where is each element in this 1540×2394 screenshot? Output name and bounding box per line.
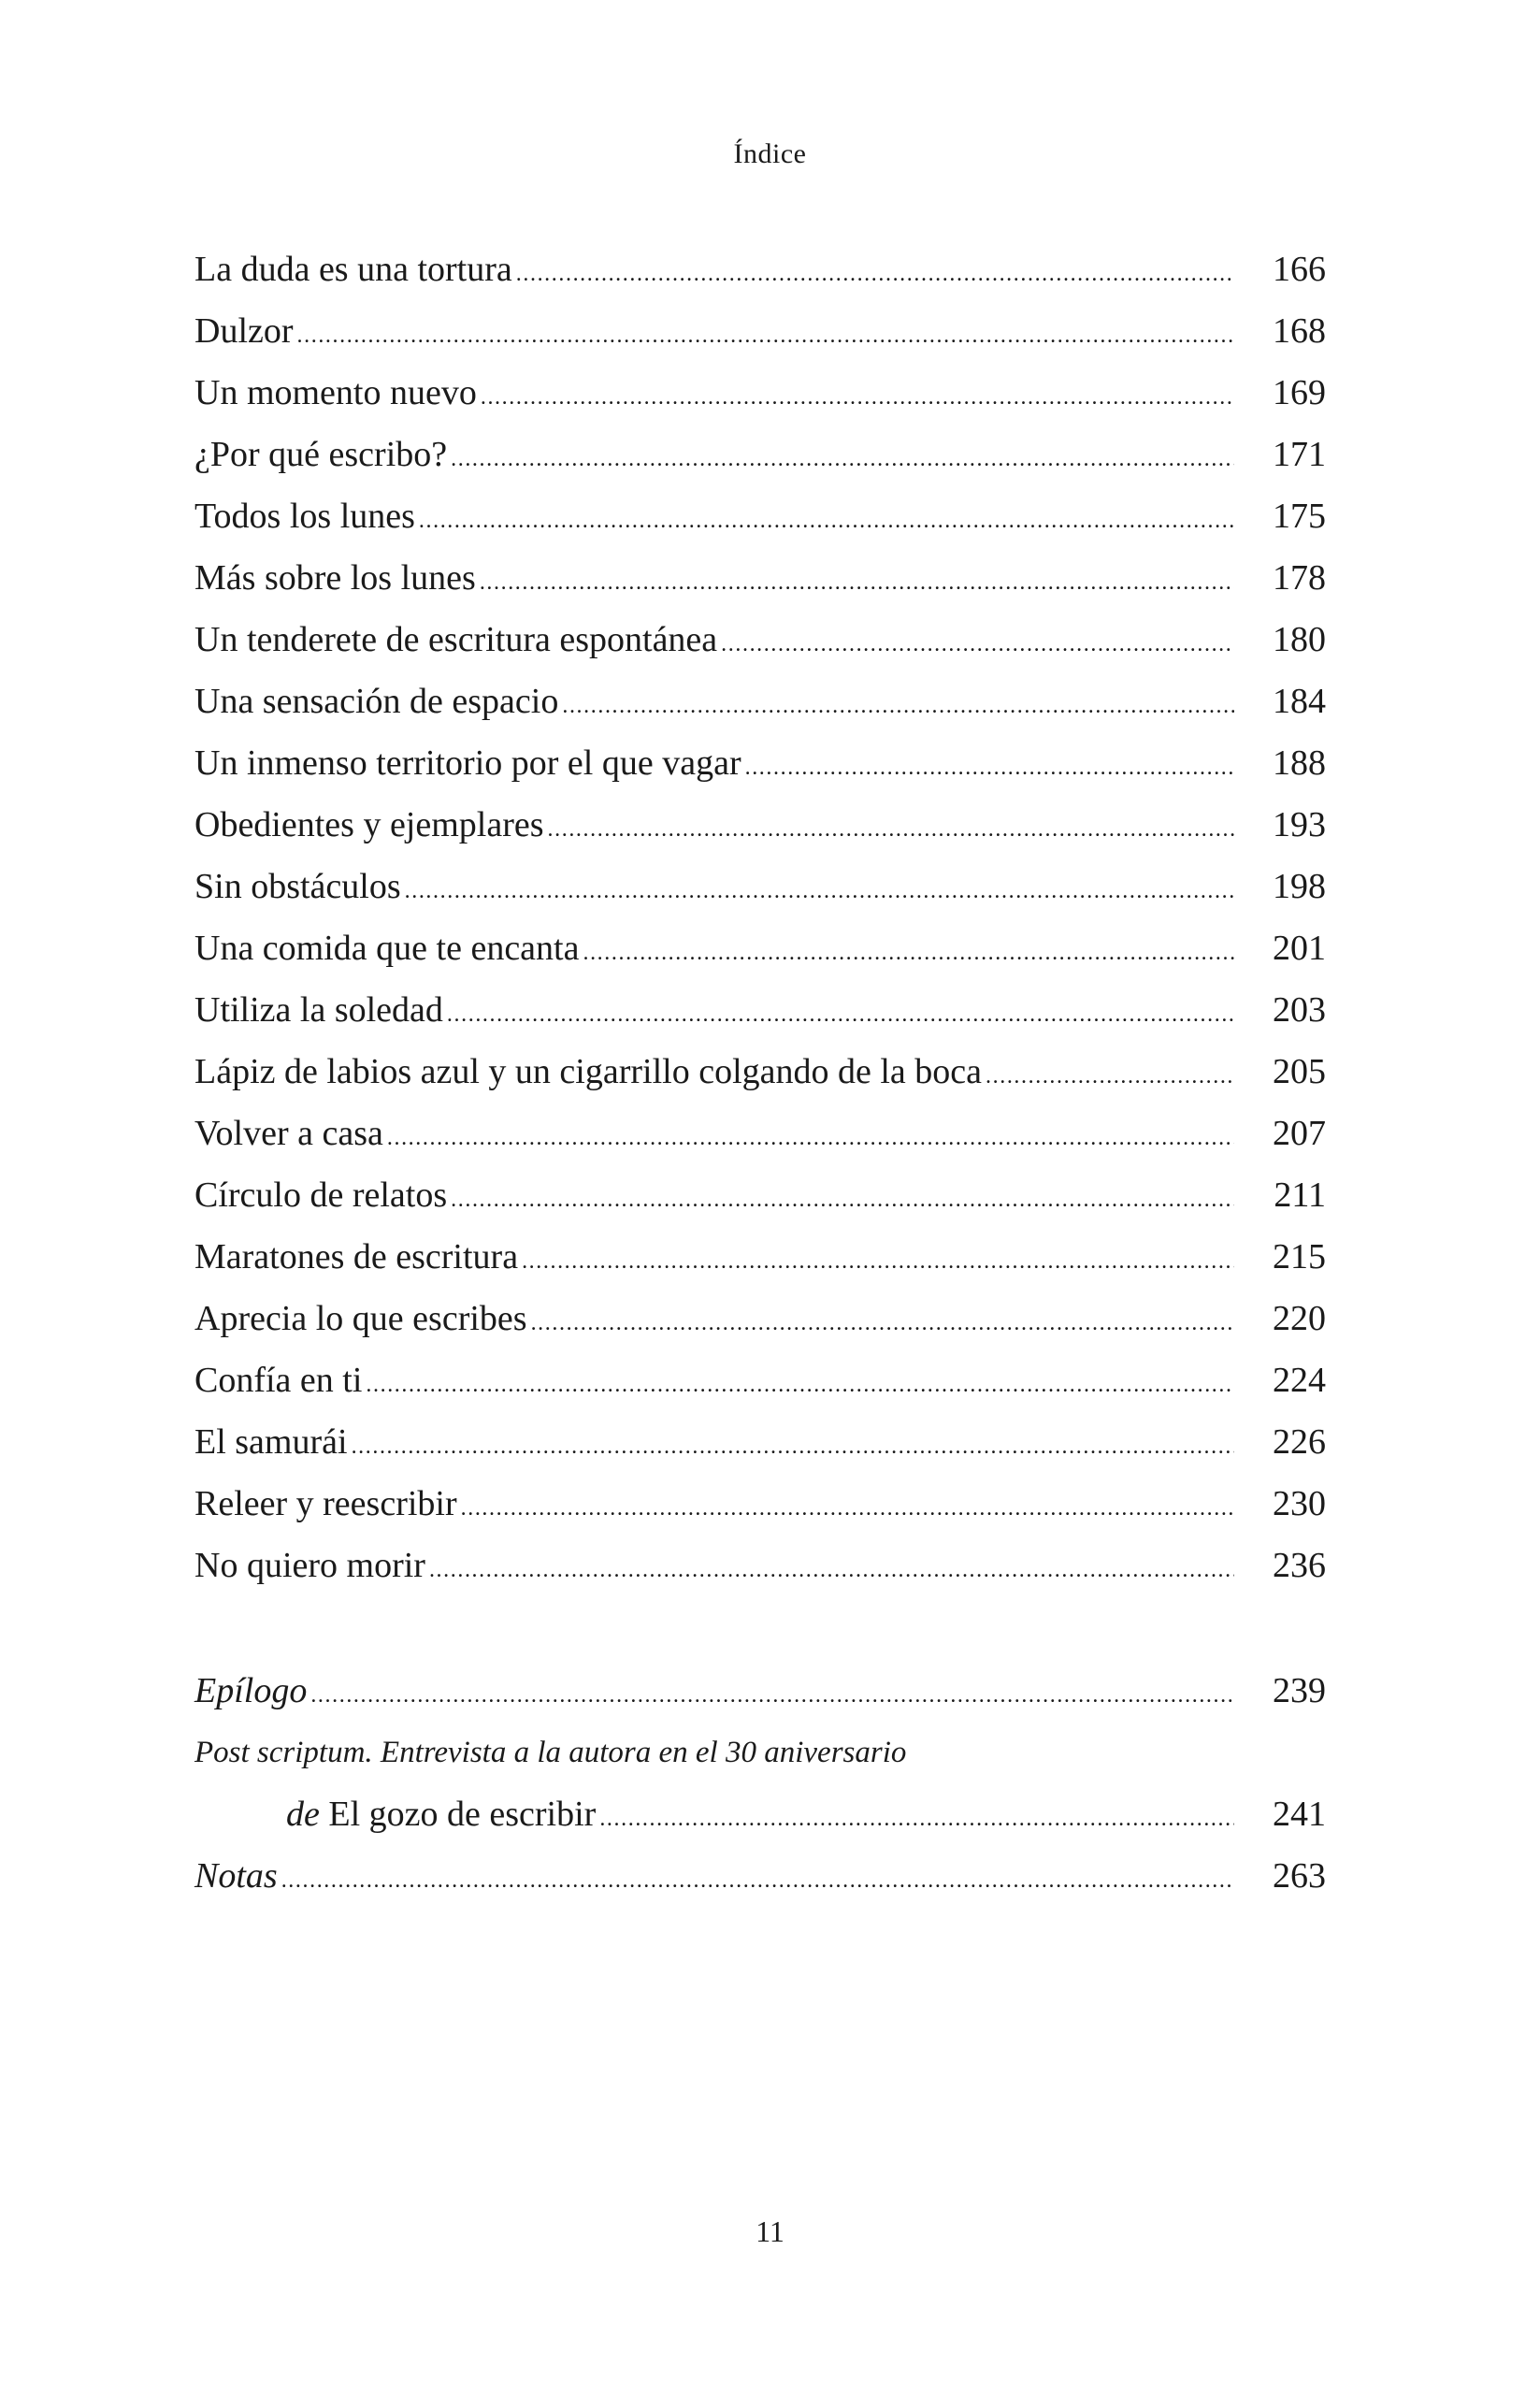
- toc-entry-page: 220: [1273, 1299, 1326, 1338]
- toc-entry-title: Utiliza la soledad: [194, 990, 443, 1030]
- toc-entry-title: Más sobre los lunes: [194, 558, 476, 598]
- toc-entry-title: No quiero morir: [194, 1546, 425, 1585]
- toc-entry-page: 205: [1273, 1052, 1326, 1091]
- toc-entry: [194, 979, 1326, 1041]
- toc-entry-page: 224: [1273, 1361, 1326, 1400]
- toc-entry: [194, 1288, 1326, 1349]
- dot-leader: [721, 613, 1234, 675]
- toc-entry: [194, 1041, 1326, 1103]
- dot-leader: [451, 428, 1234, 490]
- dot-leader: [310, 1665, 1234, 1726]
- toc-entry-page: 226: [1273, 1422, 1326, 1462]
- toc-entry-title: Una comida que te encanta: [194, 929, 580, 968]
- toc-entry-title: Notas: [194, 1856, 278, 1896]
- toc-entry-title: La duda es una tortura: [194, 250, 512, 289]
- dot-leader: [522, 1231, 1234, 1292]
- toc-entry-page: 169: [1273, 373, 1326, 412]
- toc-entry-page: 175: [1273, 497, 1326, 536]
- toc-entry-title: Obedientes y ejemplares: [194, 805, 544, 844]
- toc-entry-page: 201: [1273, 929, 1326, 968]
- toc-entry: [194, 362, 1326, 424]
- toc-entry-page: 168: [1273, 311, 1326, 351]
- dot-leader: [461, 1478, 1234, 1539]
- toc-entry-title: Confía en ti: [194, 1361, 363, 1400]
- toc-entry-title: Un inmenso territorio por el que vagar: [194, 743, 741, 783]
- dot-leader: [419, 490, 1234, 552]
- toc-entry: [194, 856, 1326, 917]
- toc-entry: [194, 547, 1326, 609]
- dot-leader: [366, 1354, 1234, 1416]
- toc-entry: [194, 671, 1326, 732]
- toc-entry: [194, 1226, 1326, 1288]
- toc-entry-page: 211: [1274, 1175, 1326, 1215]
- dot-leader: [583, 922, 1234, 984]
- toc-entry-title: Volver a casa: [194, 1114, 383, 1153]
- postscript-book-title: El gozo de escribir: [328, 1795, 597, 1834]
- toc-entry-page: 193: [1273, 805, 1326, 844]
- page-number: 11: [756, 2214, 784, 2248]
- dot-leader: [481, 367, 1234, 428]
- dot-leader: [281, 1850, 1234, 1911]
- toc-entry-title: [286, 1783, 596, 1845]
- toc-entry-postscript-line1: [194, 1722, 1326, 1783]
- toc-entry-title: Todos los lunes: [194, 497, 415, 536]
- toc-entry: [194, 485, 1326, 547]
- toc-entry: [194, 1535, 1326, 1596]
- toc-entry: [194, 1473, 1326, 1535]
- dot-leader: [548, 799, 1234, 860]
- running-title: Índice: [733, 138, 807, 169]
- toc-entry-title: Círculo de relatos: [194, 1175, 448, 1215]
- toc-entry: [194, 732, 1326, 794]
- toc-entry-notes: [194, 1845, 1326, 1907]
- dot-leader: [352, 1416, 1234, 1478]
- toc-entry: [194, 1349, 1326, 1411]
- dot-leader: [516, 243, 1234, 305]
- toc-entry-page: 166: [1273, 250, 1326, 289]
- toc-entry-title: Dulzor: [194, 311, 294, 351]
- toc-entry-page: 203: [1273, 990, 1326, 1030]
- toc-entry: [194, 1103, 1326, 1164]
- postscript-prefix: de: [286, 1795, 320, 1834]
- toc-entry-page: 263: [1273, 1856, 1326, 1896]
- toc-entry-title: Epílogo: [194, 1671, 308, 1710]
- dot-leader: [480, 552, 1234, 613]
- toc-entry-title: Lápiz de labios azul y un cigarrillo colgando de la boca: [194, 1052, 983, 1091]
- dot-leader: [451, 1169, 1234, 1231]
- toc-entry-title: Maratones de escritura: [194, 1237, 519, 1276]
- toc-entry-title: Un momento nuevo: [194, 373, 477, 412]
- toc-entry-page: 207: [1273, 1114, 1326, 1153]
- dot-leader: [405, 860, 1234, 922]
- toc-entry-page: 230: [1273, 1484, 1326, 1523]
- toc-entry-title: ¿Por qué escribo?: [194, 435, 448, 474]
- dot-leader: [447, 984, 1234, 1046]
- toc-entry-page: 239: [1273, 1671, 1326, 1710]
- toc-entry-page: 241: [1273, 1795, 1326, 1834]
- toc-entry: [194, 238, 1326, 300]
- toc-entry: [194, 917, 1326, 979]
- toc-entry-page: 198: [1273, 867, 1326, 906]
- toc-entry-title: El samurái: [194, 1422, 348, 1462]
- dot-leader: [297, 305, 1234, 367]
- toc-entry-title: Un tenderete de escritura espontánea: [194, 620, 718, 659]
- dot-leader: [387, 1107, 1234, 1169]
- toc-entry: [194, 300, 1326, 362]
- toc-entry-title: Aprecia lo que escribes: [194, 1299, 527, 1338]
- toc-entry-title: Una sensación de espacio: [194, 682, 559, 721]
- toc-entry-title: Post scriptum. Entrevista a la autora en el 30 aniversario: [194, 1736, 907, 1769]
- toc-entry: [194, 1411, 1326, 1473]
- toc-entry-epilogue: [194, 1660, 1326, 1722]
- dot-leader: [745, 737, 1234, 799]
- toc-entry-page: 184: [1273, 682, 1326, 721]
- toc-entry-page: 171: [1273, 435, 1326, 474]
- dot-leader: [429, 1539, 1234, 1601]
- toc-entry-page: 188: [1273, 743, 1326, 783]
- toc-entry-title: Sin obstáculos: [194, 867, 401, 906]
- toc-entry-title: Releer y reescribir: [194, 1484, 457, 1523]
- toc-entry: [194, 1164, 1326, 1226]
- dot-leader: [599, 1788, 1234, 1850]
- table-of-contents: [194, 238, 1326, 1907]
- toc-entry-postscript-line2: [194, 1783, 1326, 1845]
- toc-entry-page: 178: [1273, 558, 1326, 598]
- dot-leader: [562, 675, 1234, 737]
- toc-entry-page: 236: [1273, 1546, 1326, 1585]
- dot-leader: [531, 1292, 1234, 1354]
- toc-entry-page: 180: [1273, 620, 1326, 659]
- toc-entry: [194, 424, 1326, 485]
- toc-entry-page: 215: [1273, 1237, 1326, 1276]
- dot-leader: [986, 1046, 1234, 1107]
- toc-entry: [194, 794, 1326, 856]
- toc-entry: [194, 609, 1326, 671]
- section-spacer: [194, 1596, 1326, 1660]
